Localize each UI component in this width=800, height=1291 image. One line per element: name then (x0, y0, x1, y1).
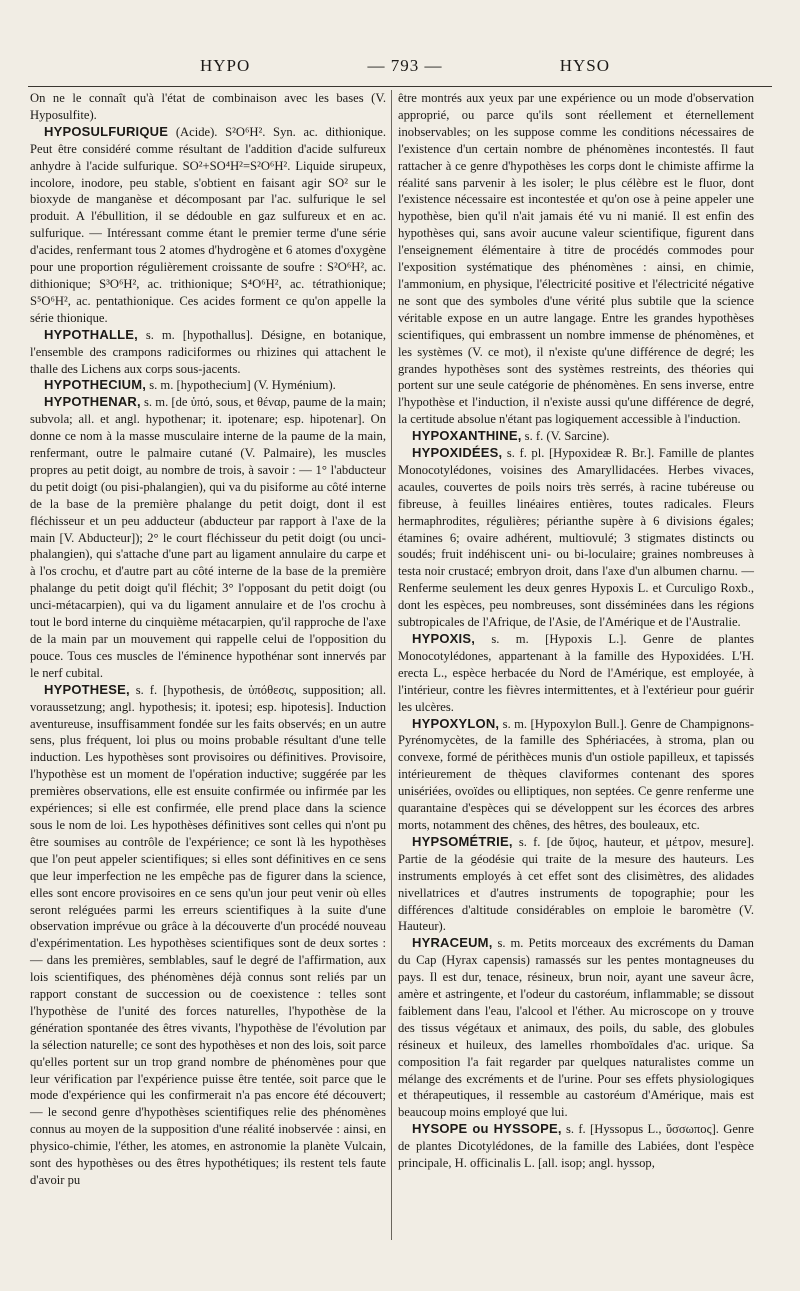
entry-headword: HYPOTHECIUM, (44, 377, 147, 393)
entry-text: [hypothallus]. Désigne, en botanique, l'ensemble des crampons radiciformes ou rhizines qui attachent le thalle des Lichens aux corps sous-jacents. (30, 327, 386, 376)
entry-headword: HYPOXIDÉES, (412, 445, 503, 461)
entry-hypoxis (398, 631, 754, 716)
entry-pos: s. m. (145, 327, 175, 342)
right-column (398, 90, 754, 1172)
entry-headword: HYPOSULFURIQUE (44, 123, 169, 139)
entry-continuation: être montrés aux yeux par une expérience ou un mode d'observation approprié, ou parce qu'ils sont réellement et éternellement inobservables; on les suppose comme les conditions nécessaires de l'existence d'un certain nombre de phénomènes incontestés. Il faut rattacher à ce genre d'hypothèses les corps dont le chimiste affirme la réalité sans parvenir à les isoler; le plus célèbre est le fluor, dont l'existence nécessaire est incontestée et qu'on ose à peine appeler une hypothèse, bien qu'il n'ait jamais été vu ni manié. Il est enfin des hypothèses qui, sans avoir aucune valeur scientifique, figurent dans l'enseignement élémentaire à titre de procédés commodes pour l'exposition systématique des phénomènes : ainsi, en chimie, l'ammonium, en physique, l'électricité positive et l'électricité négative ne sont que des symboles d'une vérité plus subtile que la science véritable expose en un autre langage. Entre les grandes hypothèses scientifiques, qui embrassent un nombre immense de phénomènes, et les systèmes (V. ce mot), il n'existe qu'une différence de degré; les grandes hypothèses sont des systèmes restreints, des théories qui portent sur une seule catégorie de phénomènes. En sens inverse, entre l'hypothèse et l'induction, il n'existe aussi qu'une différence de degré, la certitude absolue n'étant pas logiquement accessible à l'induction. (398, 91, 754, 427)
entry-pos: s. m. (149, 378, 174, 393)
entry-headword: HYRACEUM, (412, 935, 493, 951)
entry-pos: s. m. (144, 395, 169, 410)
entry-headword: HYPOXYLON, (412, 715, 500, 731)
entry-hypothese (30, 682, 386, 1189)
entry-headword: HYPOXIS, (412, 631, 476, 646)
running-head (200, 56, 610, 80)
header-rule (28, 86, 772, 87)
entry-pos: s. f. (566, 1122, 586, 1137)
entry-text: [Hypoxis L.]. Genre de plantes Monocotylédones, appartenant à la famille des Hypoxidées. L'H. erecta L., espèce herbacée du Nord de l'Amérique, est employée, à l'intérieur, contre les fièvres intermittentes, et à l'extérieur pour guérir les ulcères. (398, 632, 754, 714)
entry-headword: HYPOTHESE, (44, 681, 130, 697)
entry-text: S²O⁶H². Syn. ac. dithionique. Peut être considéré comme résultant de l'addition d'acide sulfureux anhydre à l'acide sulfurique. SO²+SO⁴H²=S²O⁶H². Liquide sirupeux, incolore, inodore, peu stable, s'obtient en faisant agir SO² sur le bioxyde de manganèse et décomposant par l'ac. sulfurique le sel produit. A l'ébullition, il se dédouble en gaz sulfureux et en ac. sulfurique. — Intéressant comme étant le premier terme d'une série d'acides, renfermant tous 2 atomes d'hydrogène et 6 atomes d'oxygène pour une proportion régulièrement croissante de soufre : S²O⁶H², ac. dithionique; S³O⁶H², ac. trithionique; S⁴O⁶H², ac. tétrathionique; S⁵O⁶H², ac. pentathionique. Ces acides forment ce qu'on appelle la série thionique. (30, 124, 386, 325)
entry-text: [de ὑπό, sous, et θέναρ, paume de la main; subvola; all. et angl. hypothenar; it. ipotenare; esp. hipotenar]. On donne ce nom à la masse musculaire interne de la paume de la main, renfermant, outre le palmaire cutané (V. Palmaire), les muscles propres au petit doigt, au nombre de trois, à savoir : — 1° l'abducteur du petit doigt (ou pisi-phalangien), qui va du pisiforme au côté interne de la base de la première phalange du petit doigt, dont il est fléchisseur et un peu adducteur (abducteur par rapport à l'axe de la main [V. Abducteur]); 2° le court fléchisseur du petit doigt (ou unci-phalangien), qui s'attache d'une part au ligament annulaire du carpe et à l'os crochu, et d'autre part au côté interne de la base de la première phalange du petit doigt qu'il fléchit; 3° l'opposant du petit doigt (ou unci-métacarpien), qui va du ligament annulaire et de l'os crochu à tout le bord interne du cinquième métacarpien, qu'il rapproche de l'axe de la main par un mouvement qui rappelle celui de l'opposition du pouce. Tous ces muscles de l'éminence hypothénar sont innervés par le nerf cubital. (30, 395, 386, 680)
entry-hypoxidees (398, 445, 754, 631)
entry-pos: s. m. (497, 936, 524, 951)
page-number: — 793 — (367, 56, 443, 75)
entry-text: [hypothesis, de ὑπόθεσις, supposition; all. voraussetzung; angl. hypothesis; it. ipotesi; esp. hipotesis]. Induction aventureuse, insuffisamment fondée sur les faits observés; en un autre sens, plus fréquent, loi plus ou moins probable résultant d'une telle induction. Les hypothèses sont provisoires ou définitives. Provisoire, l'hypothèse est un moment de l'opération inductive; suggérée par les premières observations, elle est ensuite confirmée ou infirmée par les expériences; si elle est confirmée, elle prend place dans la science sous le nom de loi. Les hypothèses définitives sont celles qui n'ont pu être soumises au contrôle de l'expérience; ce sont là les hypothèses que l'on peut appeler scientifiques; si elles sont définitives en ce sens que leur imperfection ne les empêche pas de figurer dans la science, elles sont encore provisoires en ce sens qu'un jour peut venir où elles seront reléguées parmi les erreurs scientifiques à la suite d'une observation imprévue ou grâce à la découverte d'un procédé nouveau d'expérimentation. Les hypothèses scientifiques sont de deux sortes : — dans les premières, semblables, sauf le degré de l'affirmation, aux lois scientifiques, des phénomènes déjà connus sont reliés par un rapport constant de succession ou de coexistence : telles sont l'hypothèse de l'unité des forces naturelles, l'hypothèse de la génération spontanée des êtres vivants, l'hypothèse de l'évolution par la sélection naturelle; ce sont des hypothèses et non des lois, soit parce qu'elles portent sur un trop grand nombre de phénomènes pour que leur vérification par l'expérience puisse être tentée, soit parce que le mode d'expérience qui les confirmerait n'a pas encore été découvert; — le second genre d'hypothèses scientifiques relie des phénomènes connus au moyen de la supposition d'une réalité inobservée : ainsi, en physico-chimie, l'éther, les atomes, en astronomie la planète Vulcain, sont des hypothèses ou des êtres hypothétiques; ils restent tels faute d'avoir pu (30, 682, 386, 1187)
entry-hypothecium (30, 377, 386, 394)
entry-text: Petits morceaux des excréments du Daman du Cap (Hyrax capensis) ramassés sur les pentes montagneuses du pays. Il est dur, tenace, résineux, brun noir, ayant une saveur âcre, amère et astringente, et l'odeur du castoréum, inflammable; se dissout faiblement dans l'eau, l'alcool et l'éther. Au microscope on y trouve des tissus végétaux et animaux, des poils, du sable, des globules résineux et huileux, des lamelles rhomboïdales d'ac. urique. Sa composition l'a fait regarder par quelques naturalistes comme un mélange des excréments et de l'urine. Pour ses effets physiologiques et thérapeutiques, il ressemble au castoréum d'Amérique, mais est beaucoup moins employé que lui. (398, 936, 754, 1120)
entry-headword: HYPOTHENAR, (44, 394, 141, 410)
entry-hypoxylon (398, 716, 754, 834)
entry-hypothenar (30, 394, 386, 681)
entry-headword: HYPSOMÉTRIE, (412, 833, 513, 849)
entry-text: [hypothecium] (V. Hyménium). (176, 378, 336, 393)
entry-text: [Hypoxideæ R. Br.]. Famille de plantes Monocotylédones, voisines des Amaryllidacées. Herbes vivaces, acaules, couvertes de poils noirs très serrés, à racine tubéreuse ou fibreuse, à feuilles linéaires entières, toutes radicales. Fleurs hermaphrodites, régulières; périanthe supère à 6 divisions égales; étamines 6; ovaire adhérent, multiovulé; 3 stigmates distincts ou soudés; fruit indéhiscent uni- ou bi-loculaire; graines nombreuses à testa noir crustacé; embryon droit, dans l'axe d'un albumen charnu. — Renferme seulement les deux genres Hypoxis L. et Curculigo Roxb., dont les espèces, peu nombreuses, sont disséminées dans les régions subtropicales de l'Afrique, de l'Asie, de l'Amérique et de l'Australie. (398, 446, 754, 630)
entry-hypsometrie (398, 834, 754, 935)
entry-pos: (Acide). (175, 124, 218, 139)
running-head-left: HYPO (200, 56, 251, 75)
left-column (30, 90, 386, 1189)
column-divider (391, 90, 392, 1240)
entry-hypoxanthine (398, 428, 754, 445)
running-head-right: HYSO (559, 56, 610, 75)
entry-hyraceum (398, 935, 754, 1121)
entry-headword: HYPOXANTHINE, (412, 428, 522, 444)
entry-text: [Hyssopus L., ὕσσωπος]. Genre de plantes Dicotylédones, de la famille des Labiées, dont l'espèce principale, H. officinalis L. [all. isop; angl. hyssop, (398, 1122, 754, 1171)
entry-hypothalle (30, 327, 386, 378)
entry-text: [Hypoxylon Bull.]. Genre de Champignons-Pyrénomycètes, de la famille des Sphériacées, à stroma, plan ou convexe, formé de périthèces munis d'un ostiole papilleux, et tapissés intérieurement de thèques claviformes contenant des spores unisériées, ovoïdes ou elliptiques, non septées. Ce genre renferme une quarantaine d'espèces qui se développent sur les écorces des arbres morts, notamment des chênes, des hêtres, des bouleaux, etc. (398, 716, 754, 832)
entry-headword: HYPOTHALLE, (44, 326, 138, 342)
entry-pos: s. f. (135, 682, 158, 697)
entry-headword: HYSOPE ou HYSSOPE, (412, 1121, 562, 1137)
entry-hyposulfurique (30, 124, 386, 327)
entry-pos: s. f. (518, 834, 541, 849)
entry-pos: s. f. pl. (506, 446, 545, 461)
entry-continuation: On ne le connaît qu'à l'état de combinaison avec les bases (V. Hyposulfite). (30, 91, 386, 122)
entry-hysope (398, 1121, 754, 1172)
entry-text: [de ὕψος, hauteur, et μέτρον, mesure]. Partie de la géodésie qui traite de la mesure des hauteurs. Les instruments employés à cet effet sont des clisimètres, des alidades nivellatrices et d'autres instruments de topographie; pour les différences d'altitude considérables on emploie le baromètre (V. Hauteur). (398, 834, 754, 934)
entry-pos: s. m. (491, 632, 529, 646)
entry-pos: s. f. (524, 429, 544, 444)
entry-text: (V. Sarcine). (546, 429, 610, 444)
entry-pos: s. m. (502, 716, 528, 731)
